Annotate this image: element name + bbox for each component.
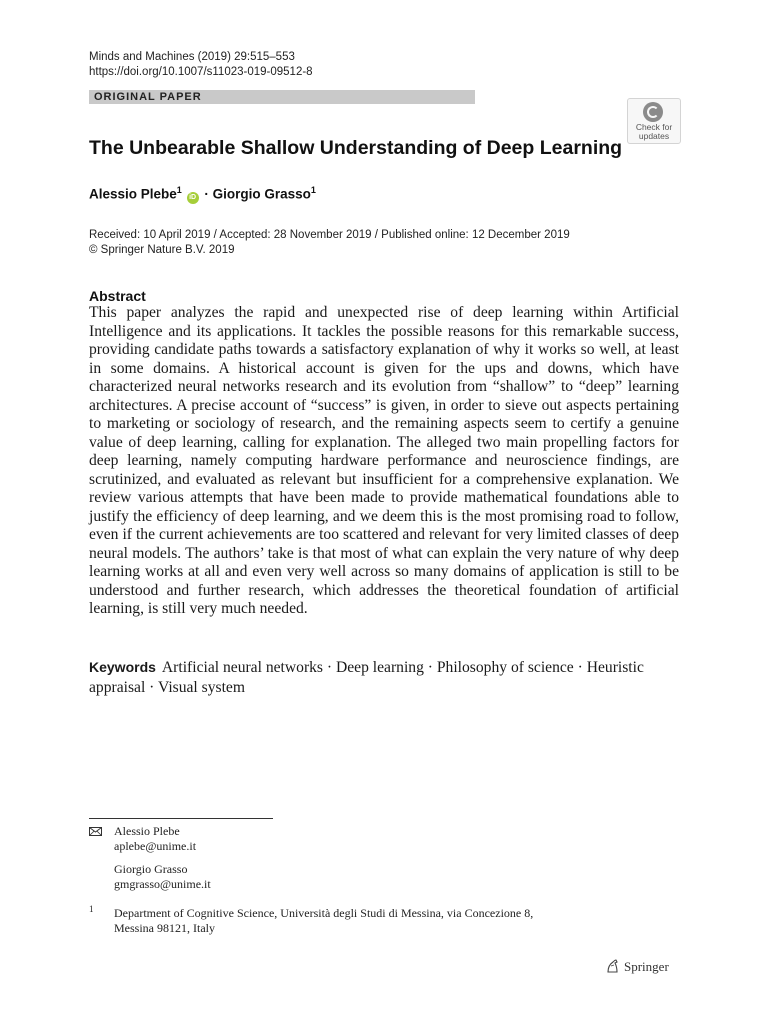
affiliation-line-2: Messina 98121, Italy bbox=[114, 921, 215, 935]
author-name[interactable]: Alessio Plebe bbox=[89, 186, 177, 202]
refresh-icon bbox=[643, 102, 663, 122]
affiliation-marker: 1 bbox=[176, 185, 182, 195]
author-name[interactable]: Giorgio Grasso bbox=[212, 186, 311, 202]
keywords-label: Keywords bbox=[89, 659, 156, 675]
abstract-heading: Abstract bbox=[89, 288, 146, 304]
author-separator: · bbox=[204, 186, 209, 202]
publication-dates bbox=[89, 228, 570, 258]
check-for-updates-button[interactable] bbox=[627, 98, 681, 144]
keywords-text: Artificial neural networks · Deep learning · Philosophy of science · Heuristic appraisal · Visual system bbox=[89, 659, 644, 696]
envelope-icon bbox=[89, 827, 102, 836]
affiliation-number: 1 bbox=[89, 904, 94, 914]
orcid-icon[interactable]: iD bbox=[187, 192, 199, 204]
affiliation-marker: 1 bbox=[310, 185, 316, 195]
second-author-name: Giorgio Grasso bbox=[114, 862, 188, 876]
journal-info bbox=[89, 50, 313, 80]
footnote-divider bbox=[89, 818, 273, 819]
article-type-banner bbox=[89, 90, 475, 104]
check-updates-label: Check for updates bbox=[635, 122, 673, 141]
dates-line: Received: 10 April 2019 / Accepted: 28 November 2019 / Published online: 12 December 2019 bbox=[89, 229, 570, 241]
paper-title: The Unbearable Shallow Understanding of Deep Learning bbox=[89, 137, 623, 159]
author-list bbox=[89, 185, 316, 204]
publisher-logo bbox=[605, 958, 669, 975]
affiliation-line-1: Department of Cognitive Science, Università degli Studi di Messina, via Concezione 8, bbox=[114, 906, 534, 920]
abstract-text: This paper analyzes the rapid and unexpected rise of deep learning within Artificial Intelligence and its applications. It tackles the possible reasons for this remarkable success, providing candidate paths towards a satisfactory explanation of why it works so well, at least in some domains. A historical account is given for the ups and downs, which have characterized neural networks research and its evolution from “shallow” to “deep” learning architectures. A precise account of “success” is given, in order to sieve out aspects pertaining to marketing or sociology of research, and the remaining aspects seem to certify a genuine value of deep learning, calling for explanation. The alleged two main propelling factors for deep learning, namely computing hardware performance and neuroscience findings, are scrutinized, and evaluated as relevant but insufficient for a comprehensive explanation. We review various attempts that have been made to provide mathematical foundations able to justify the efficiency of deep learning, and we deem this is the most promising road to follow, even if the current achievements are too scattered and relevant for very limited classes of deep neural models. The authors’ take is that most of what can explain the very nature of why deep learning works at all and even very well across so many domains of application is still to be understood and further research, which addresses the theoretical foundation of artificial learning, is still very much needed. bbox=[89, 304, 679, 617]
copyright-line: © Springer Nature B.V. 2019 bbox=[89, 244, 235, 256]
second-author-email[interactable]: gmgrasso@unime.it bbox=[114, 877, 211, 891]
corresponding-author-email[interactable]: aplebe@unime.it bbox=[114, 839, 197, 853]
springer-horse-icon bbox=[605, 958, 621, 974]
article-type-label: ORIGINAL PAPER bbox=[94, 91, 202, 103]
publisher-name: Springer bbox=[624, 959, 669, 974]
corresponding-author-name: Alessio Plebe bbox=[114, 824, 180, 838]
doi-link[interactable]: https://doi.org/10.1007/s11023-019-09512-8 bbox=[89, 66, 313, 78]
keywords-block bbox=[89, 657, 679, 698]
journal-citation: Minds and Machines (2019) 29:515–553 bbox=[89, 51, 295, 63]
